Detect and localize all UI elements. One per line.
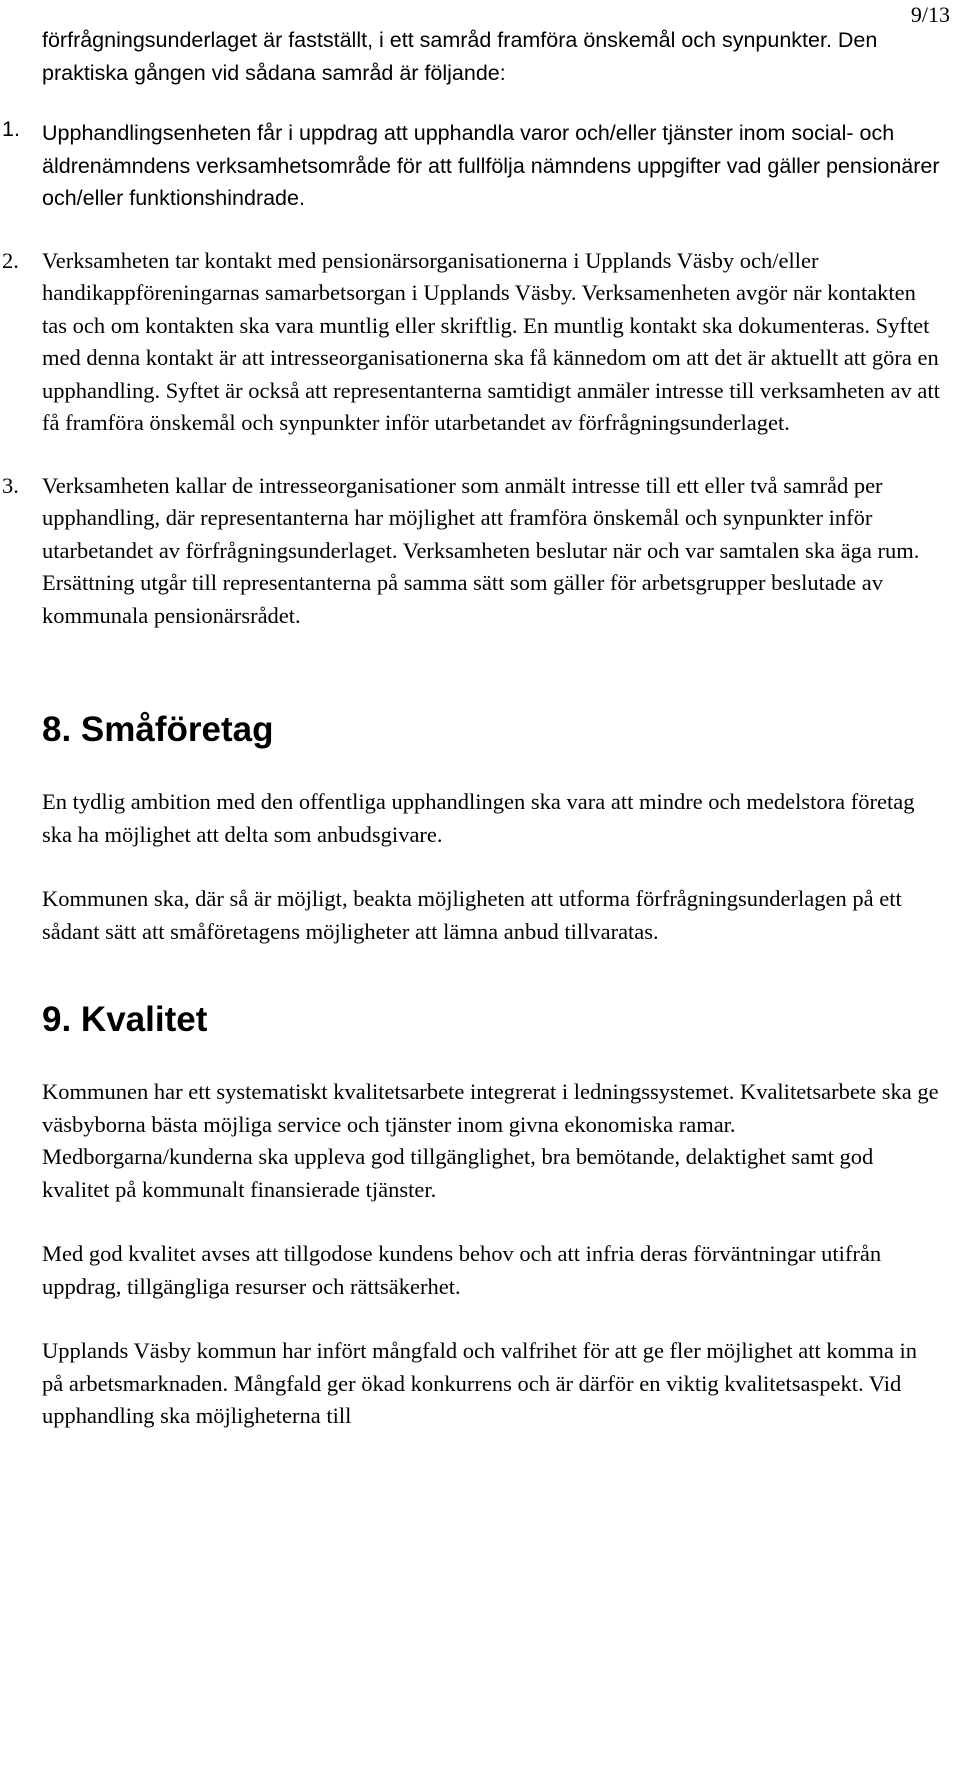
paragraph: En tydlig ambition med den offentliga upphandlingen ska vara att mindre och medelstora företag ska ha möjlighet att delta som anbudsgivare. — [42, 789, 915, 847]
paragraph: Med god kvalitet avses att tillgodose kundens behov och att infria deras förväntningar utifrån uppdrag, tillgängliga resurser och rättsäkerhet. — [42, 1241, 882, 1299]
paragraph: Kommunen ska, där så är möjligt, beakta möjligheten att utforma förfrågningsunderlagen på ett sådant sätt att småföretagens möjligheter att lämna anbud tillvaratas. — [42, 886, 902, 944]
section-heading-smaforetag: 8. Småföretag — [42, 710, 274, 749]
intro-paragraph: förfrågningsunderlaget är fastställt, i ett samråd framföra önskemål och synpunkter. Den praktiska gången vid sådana samråd är följande: — [42, 28, 878, 85]
document-body — [2, 24, 942, 1433]
page-number: 9/13 — [910, 2, 950, 27]
paragraph: Kommunen har ett systematiskt kvalitetsarbete integrerat i ledningssystemet. Kvalitetsarbete ska ge väsbyborna bästa möjliga service och tjänster inom givna ekonomiska ramar. Medborgarna/kunderna ska uppleva god tillgänglighet, bra bemötande, delaktighet samt god kvalitet på kommunalt finansierade tjänster. — [42, 1079, 939, 1202]
list-item-text: Upphandlingsenheten får i uppdrag att upphandla varor och/eller tjänster inom social- och äldrenämndens verksamhetsområde för att fullfölja nämndens uppgifter vad gäller pensionärer och/eller funktionshindrade. — [42, 121, 940, 210]
list-item — [2, 245, 942, 440]
list-item-text: Verksamheten kallar de intresseorganisationer som anmält intresse till ett eller två samråd per upphandling, där representanterna har möjlighet att framföra önskemål och synpunkter inför utarbetandet av förfrågningsunderlaget. Verksamheten beslutar när och var samtalen ska äga rum. Ersättning utgår till representanterna på samma sätt som gäller för arbetsgrupper beslutade av kommunala pensionärsrådet. — [42, 472, 920, 628]
list-item — [2, 470, 942, 633]
list-item-number: 3. — [2, 472, 19, 498]
section-heading-kvalitet: 9. Kvalitet — [42, 1000, 208, 1039]
list-item — [2, 117, 942, 215]
list-item-number: 2. — [2, 247, 19, 273]
paragraph: Upplands Väsby kommun har infört mångfald och valfrihet för att ge fler möjlighet att komma in på arbetsmarknaden. Mångfald ger ökad konkurrens och är därför en viktig kvalitetsaspekt. Vid upphandling ska möjligheterna till — [42, 1338, 917, 1428]
list-item-number: 1. — [2, 117, 20, 141]
list-item-text: Verksamheten tar kontakt med pensionärsorganisationerna i Upplands Väsby och/eller handikappföreningarnas samarbetsorgan i Upplands Väsby. Verksamenheten avgör när kontakten tas och om kontakten ska vara muntlig eller skriftlig. En muntlig kontakt ska dokumenteras. Syftet med denna kontakt är att intresseorganisationerna ska få kännedom om att det är aktuellt att göra en upphandling. Syftet är också att representanterna samtidigt anmäler intresse till verksamheten av att få framföra önskemål och synpunkter inför utarbetandet av förfrågningsunderlaget. — [42, 247, 940, 435]
